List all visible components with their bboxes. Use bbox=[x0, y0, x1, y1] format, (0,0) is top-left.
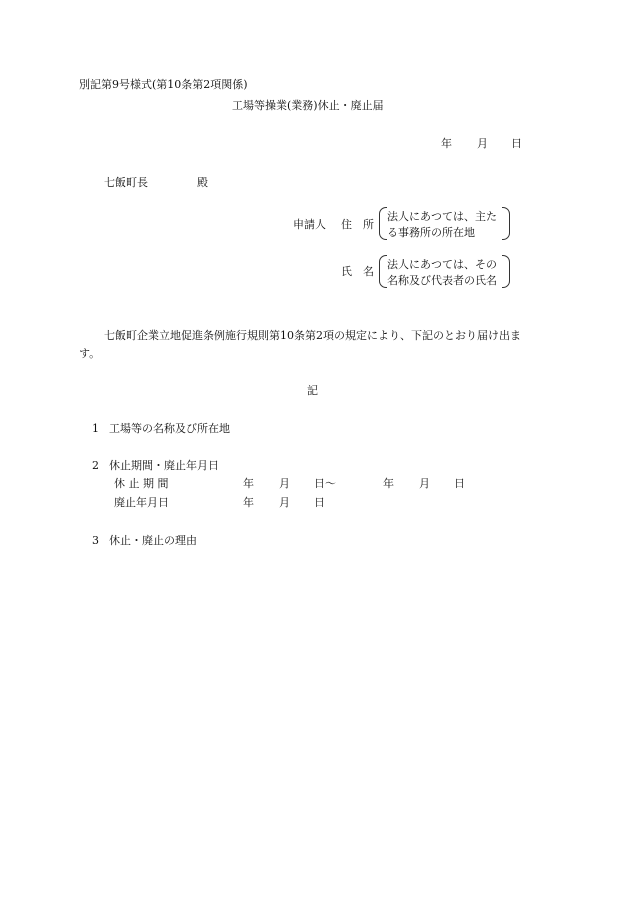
body-text-line2: す。 bbox=[79, 347, 101, 360]
addressee-honorific: 殿 bbox=[197, 176, 208, 189]
suspension-end-year: 年 bbox=[383, 477, 394, 490]
document-title: 工場等操業(業務)休止・廃止届 bbox=[232, 99, 384, 112]
date-day-label: 日 bbox=[511, 137, 522, 150]
item2-number: 2 bbox=[92, 459, 99, 472]
address-label: 住 所 bbox=[341, 218, 374, 231]
abolition-date-label: 廃止年月日 bbox=[114, 496, 169, 509]
suspension-end-month: 月 bbox=[419, 477, 430, 490]
item1-number: 1 bbox=[92, 422, 99, 435]
suspension-period-label: 休 止 期 間 bbox=[114, 477, 169, 490]
abolition-day: 日 bbox=[314, 496, 325, 509]
form-number: 別記第9号様式(第10条第2項関係) bbox=[79, 78, 248, 91]
suspension-start-day: 日～ bbox=[314, 477, 336, 490]
body-text-line1: 七飯町企業立地促進条例施行規則第10条第2項の規定により、下記のとおり届け出ま bbox=[104, 329, 521, 342]
abolition-month: 月 bbox=[279, 496, 290, 509]
address-note-line1: 法人にあつては、主た bbox=[387, 210, 497, 223]
name-note-line2: 名称及び代表者の氏名 bbox=[387, 274, 497, 287]
record-heading: 記 bbox=[307, 384, 318, 397]
address-note-line2: る事務所の所在地 bbox=[387, 226, 475, 239]
addressee-name: 七飯町長 bbox=[104, 176, 148, 189]
applicant-label: 申請人 bbox=[293, 218, 326, 231]
suspension-start-month: 月 bbox=[279, 477, 290, 490]
suspension-start-year: 年 bbox=[243, 477, 254, 490]
item2-label: 休止期間・廃止年月日 bbox=[109, 459, 219, 472]
item1-label: 工場等の名称及び所在地 bbox=[109, 422, 230, 435]
name-label: 氏 名 bbox=[341, 265, 374, 278]
date-year-label: 年 bbox=[441, 137, 452, 150]
item3-label: 休止・廃止の理由 bbox=[109, 534, 197, 547]
item3-number: 3 bbox=[92, 534, 99, 547]
suspension-end-day: 日 bbox=[454, 477, 465, 490]
name-note-line1: 法人にあつては、その bbox=[387, 258, 497, 271]
abolition-year: 年 bbox=[243, 496, 254, 509]
date-month-label: 月 bbox=[477, 137, 488, 150]
